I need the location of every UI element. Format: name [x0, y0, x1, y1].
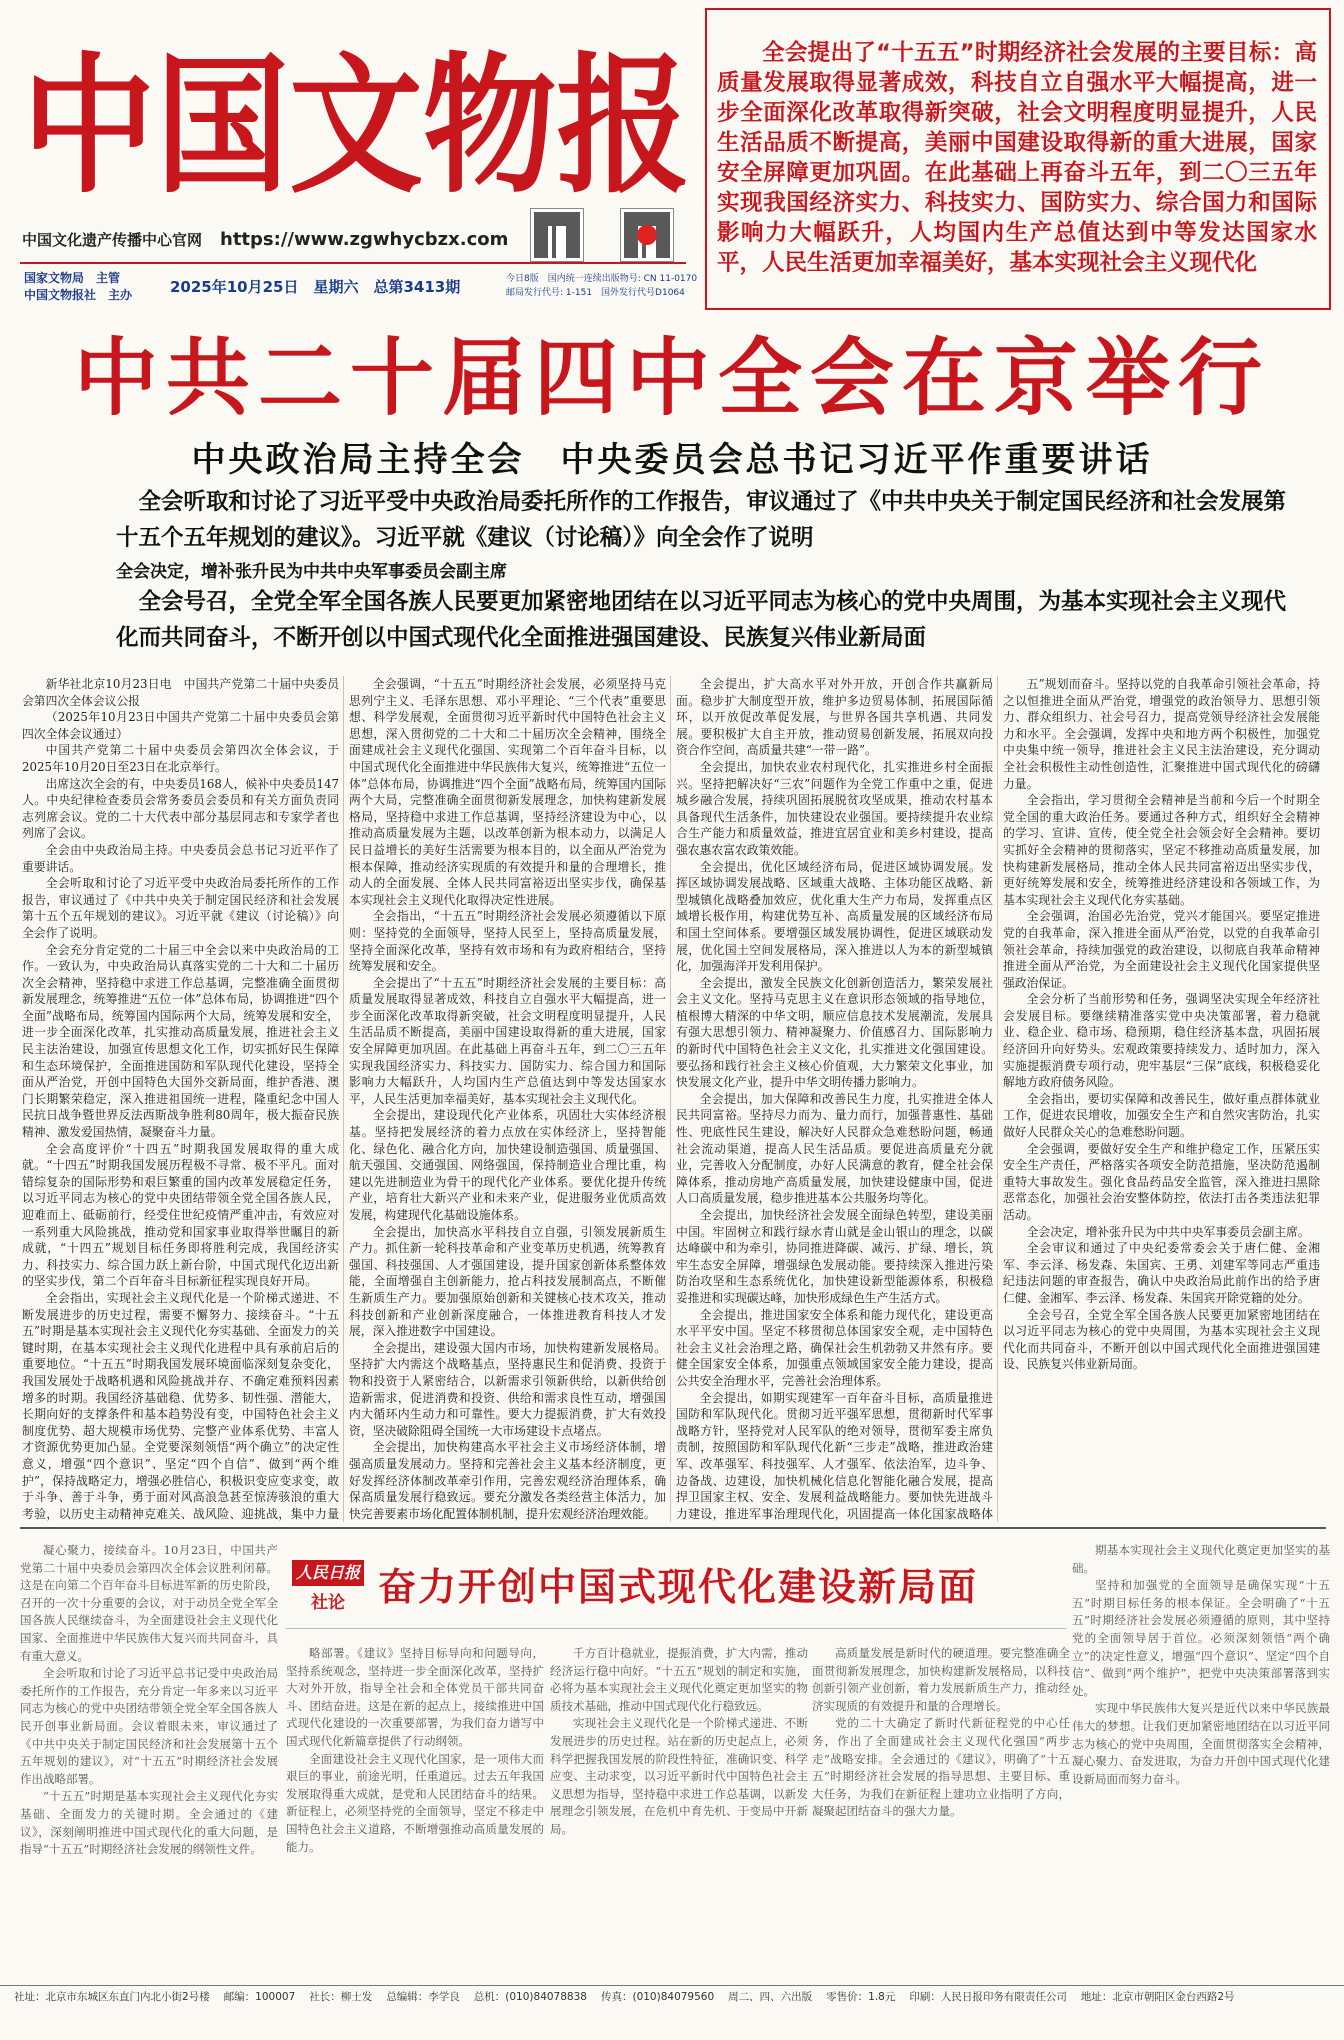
column-divider [343, 676, 344, 1522]
qr-codes [520, 206, 690, 262]
editorial-column [812, 1645, 1070, 1980]
paragraph: 全会充分肯定党的二十届三中全会以来中央政治局的工作。一致认为，中央政治局认真落实党的二十大和二十届历次全会精神，坚持稳中求进工作总基调，完整准确全面贯彻新发展理念，统筹推进“五位一体”总体布局，协调推进“四个全面”战略布局，统筹国内国际两个大局，统筹发展和安全，进一步全面深化改革，扎实推动高质量发展，推进社会主义民主法治建设，加强宣传思想文化工作，切实抓好民生保障和生态环境保护，全面推进国防和军队现代化建设，坚持全面从严治党，开创中国特色大国外交新局面，维护香港、澳门长期繁荣稳定，深入推进祖国统一进程，隆重纪念中国人民抗日战争暨世界反法西斯战争胜利80周年，极大振奋民族精神、激发爱国热情，凝聚奋斗力量。 [22, 942, 339, 1140]
site-label: 中国文化遗产传播中心官网 [22, 231, 203, 249]
paragraph: 中国共产党第二十届中央委员会第四次全体会议，于2025年10月20日至23日在北京举行。 [22, 743, 339, 774]
paragraph: 全会听取和讨论了习近平总书记受中央政治局委托所作的工作报告，充分肯定一年多来以习近平同志为核心的党中央团结带领全党全军全国各族人民开创事业新局面。会议着眼未来，审议通过了《中共中央关于制定国民经济和社会发展第十五个五年规划的建议》，对“十五五”时期经济社会发展作出战略部署。 [20, 1666, 278, 1786]
paragraph: 略部署。《建议》坚持目标导向和问题导向，坚持系统观念，坚持进一步全面深化改革，坚持扩大对外开放，指导全社会和全体党员干部共同奋斗、团结奋进。这是在新的起点上，接续推进中国式现代化建设的一次重要部署，为我们奋力谱写中国式现代化新篇章提供了行动纲领。 [286, 1646, 544, 1748]
paragraph: 全会号召，全党全军全国各族人民要更加紧密地团结在以习近平同志为核心的党中央周围，为基本实现社会主义现代化而共同奋斗，不断开创以中国式现代化全面推进强国建设、民族复兴伟业新局面。 [1003, 1307, 1320, 1372]
footer-item: 总编辑：李学良 [386, 1991, 460, 2003]
deck-call: 全会号召，全党全军全国各族人民要更加紧密地团结在以习近平同志为核心的党中央周围，为基本实现社会主义现代化而共同奋斗，不断开创以中国式现代化全面推进强国建设、民族复兴伟业新局面 [116, 589, 1287, 651]
paragraph: 全会提出，加大保障和改善民生力度，扎实推进全体人民共同富裕。坚持尽力而为、量力而行，加强普惠性、基础性、兜底性民生建设，解决好人民群众急难愁盼问题，畅通社会流动渠道，提高人民生活品质。要促进高质量充分就业，完善收入分配制度，办好人民满意的教育，健全社会保障体系，推动房地产高质量发展，加快建设健康中国，促进人口高质量发展，稳步推进基本公共服务均等化。 [676, 1091, 993, 1206]
footer-item: 邮编：100007 [223, 1991, 296, 2003]
editorial-badge [286, 1556, 370, 1618]
subheadline [0, 432, 1344, 481]
qr-code-icon[interactable] [530, 208, 584, 262]
footer-item: 社址：北京市东城区东直门内北小街2号楼 [14, 1991, 210, 2003]
editorial-badge-label: 社论 [311, 1593, 345, 1613]
editorial-badge-source: 人民日报 [292, 1560, 364, 1586]
article-column [22, 676, 339, 1522]
editorial-title-rule [286, 1628, 1066, 1629]
subheadline-part: 中央委员会总书记习近平作重要讲话 [560, 440, 1153, 480]
paragraph: 全面建设社会主义现代化国家，是一项伟大而艰巨的事业，前途光明，任重道远。过去五年我国发展取得重大成就，是党和人民团结奋斗的结果。新征程上，必须坚持党的全面领导，坚定不移走中国特色社会主义道路，不断增强推动高质量发展的能力。 [286, 1751, 544, 1854]
paragraph: 全会指出，要切实保障和改善民生，做好重点群体就业工作，促进农民增收，加强安全生产和自然灾害防治，扎实做好人民群众关心的急难愁盼问题。 [1003, 1091, 1320, 1140]
newspaper-logo [18, 8, 698, 204]
newspaper-logo-text: 中国文物报 [22, 38, 690, 204]
paragraph: 全会强调，“十五五”时期经济社会发展，必须坚持马克思列宁主义、毛泽东思想、邓小平理论、“三个代表”重要思想、科学发展观，全面贯彻习近平新时代中国特色社会主义思想，深入贯彻党的二十大和二十届历次全会精神，围绕全面建成社会主义现代化强国、实现第二个百年奋斗目标，以中国式现代化全面推进中华民族伟大复兴，统筹推进“五位一体”总体布局，协调推进“四个全面”战略布局，统筹国内国际两个大局，完整准确全面贯彻新发展理念，加快构建新发展格局，坚持稳中求进工作总基调，坚持经济建设为中心，以推动高质量发展为主题，以改革创新为根本动力，以满足人民日益增长的美好生活需要为根本目的，以全面从严治党为根本保障，推动经济实现质的有效提升和量的合理增长，推动人的全面发展、全体人民共同富裕迈出坚实步伐，确保基本实现社会主义现代化取得决定性进展。 [349, 677, 666, 907]
footer-item: 社长：柳士发 [309, 1991, 373, 2003]
paragraph: 期基本实现社会主义现代化奠定更加坚实的基础。 [1072, 1543, 1330, 1575]
paragraph: 全会高度评价“十四五”时期我国发展取得的重大成就。“十四五”时期我国发展历程极不寻常、极不平凡。面对错综复杂的国际形势和艰巨繁重的国内改革发展稳定任务，以习近平同志为核心的党中央团结带领全党全国各族人民，迎难而上、砥砺前行，经受住世纪疫情严重冲击，有效应对一系列重大风险挑战，推动党和国家事业取得举世瞩目的新成就，“十四五”规划目标任务即将胜利完成，我国经济实力、科技实力、综合国力跃上新台阶，中国式现代化迈出新的坚实步伐，第二个百年奋斗目标新征程实现良好开局。 [22, 1141, 339, 1289]
issue-code-line: 邮局发行代号: 1-151 国外发行代号D1064 [506, 288, 685, 298]
paragraph: 全会由中央政治局主持。中央委员会总书记习近平作了重要讲话。 [22, 842, 339, 874]
paragraph: （2025年10月23日中国共产党第二十届中央委员会第四次全体会议通过） [22, 710, 339, 741]
paragraph: 全会听取和讨论了习近平受中央政治局委托所作的工作报告，审议通过了《中共中央关于制定国民经济和社会发展第十五个五年规划的建议》。习近平就《建议（讨论稿）》向全会作了说明。 [22, 876, 339, 940]
issue-date: 2025年10月25日 星期六 总第3413期 [170, 278, 461, 296]
paragraph: 新华社北京10月23日电 中国共产党第二十届中央委员会第四次全体会议公报 [22, 677, 339, 708]
editorial-column [550, 1645, 808, 1980]
sponsor-line: 国家文物局 主管 [24, 271, 121, 285]
site-url[interactable]: https://www.zgwhycbzx.com [220, 229, 509, 250]
paragraph: 凝心聚力，接续奋斗。10月23日，中国共产党第二十届中央委员会第四次全体会议胜利闭幕。这是在向第二个百年奋斗目标进军新的历史阶段，召开的一次十分重要的会议，对于动员全党全军全国各族人民继续奋斗，为全面建设社会主义现代化国家、全面推进中华民族伟大复兴而共同奋斗，具有重大意义。 [20, 1543, 278, 1663]
summary-box [705, 8, 1331, 310]
paragraph: 实现中华民族伟大复兴是近代以来中华民族最伟大的梦想。让我们更加紧密地团结在以习近平同志为核心的党中央周围，全面贯彻落实全会精神，凝心聚力、奋发进取，为奋力开创中国式现代化建设新局面而努力奋斗。 [1072, 1701, 1330, 1786]
footer-item: 传真：(010)84079560 [600, 1991, 715, 2003]
paragraph: 全会提出，加快构建高水平社会主义市场经济体制，增强高质量发展动力。坚持和完善社会主义基本经济制度，更好发挥经济体制改革牵引作用，完善宏观经济治理体系，确保高质量发展行稳致远。要充分激发各类经营主体活力，加快完善要素市场化配置体制机制，提升宏观经济治理效能。 [349, 1440, 666, 1521]
editorial-column [286, 1645, 544, 1980]
paragraph: 出席这次全会的有，中央委员168人，候补中央委员147人。中央纪律检查委员会常务委员会委员和有关方面负责同志列席会议。党的二十大代表中部分基层同志和专家学者也列席了会议。 [22, 776, 339, 841]
paragraph: 千方百计稳就业，提振消费，扩大内需，推动经济运行稳中向好。“十五五”规划的制定和实施，必将为基本实现社会主义现代化奠定更加坚实的物质技术基础，推动中国式现代化行稳致远。 [550, 1646, 808, 1713]
article-column [349, 676, 666, 1522]
editorial-column [20, 1542, 278, 1980]
paragraph: 党的二十大确定了新时代新征程党的中心任务，作出了全面建成社会主义现代化强国“两步走”战略安排。全会通过的《建议》，明确了“十五五”时期经济社会发展的指导思想、主要目标、重大任务，为我们在新征程上建功立业指明了方向，凝聚起团结奋斗的强大力量。 [812, 1716, 1070, 1819]
publication-info-row [20, 270, 698, 310]
paragraph: 全会提出，推进国家安全体系和能力现代化，建设更高水平平安中国。坚定不移贯彻总体国家安全观，走中国特色社会主义社会治理之路，确保社会生机勃勃又井然有序。要健全国家安全体系，加强重点领域国家安全能力建设，提高公共安全治理水平，完善社会治理体系。 [676, 1307, 993, 1388]
paragraph: 全会提出，激发全民族文化创新创造活力，繁荣发展社会主义文化。坚持马克思主义在意识形态领域的指导地位，植根博大精深的中华文明，顺应信息技术发展潮流，发展具有强大思想引领力、精神凝聚力、价值感召力、国际影响力的新时代中国特色社会主义文化，扎实推进文化强国建设。要弘扬和践行社会主义核心价值观，大力繁荣文化事业，加快发展文化产业，提升中华文明传播力影响力。 [676, 975, 993, 1090]
footer-imprint [0, 1985, 1344, 2010]
paragraph: 全会强调，治国必先治党，党兴才能国兴。要坚定推进党的自我革命，深入推进全面从严治党，以党的自我革命引领社会革命，持续加强党的政治建设，以彻底自我革命精神推进全面从严治党，为全面建设社会主义现代化国家提供坚强政治保证。 [1003, 909, 1320, 990]
paragraph: 实现社会主义现代化是一个阶梯式递进、不断发展进步的历史过程。站在新的历史起点上，必须科学把握我国发展的阶段性特征，准确识变、科学应变、主动求变，以习近平新时代中国特色社会主义思想为指导，坚持稳中求进工作总基调，以新发展理念引领发展，在危机中育先机、于变局中开新局。 [550, 1716, 808, 1836]
sponsor-info [24, 270, 132, 304]
footer-item: 周二、四、六出版 [728, 1991, 813, 2003]
paragraph: 高质量发展是新时代的硬道理。要完整准确全面贯彻新发展理念，加快构建新发展格局，以科技创新引领产业创新，着力发展新质生产力，推动经济实现质的有效提升和量的合理增长。 [812, 1646, 1070, 1713]
masthead-rule [20, 262, 686, 264]
paragraph: 全会指出，学习贯彻全会精神是当前和今后一个时期全党全国的重大政治任务。要通过各种方式，组织好全会精神的学习、宣讲、宣传，使全党全社会领会好全会精神。要切实抓好全会精神的贯彻落实，坚定不移推动高质量发展，加快构建新发展格局，推动全体人民共同富裕迈出坚实步伐，更好统筹发展和安全，统筹推进经济建设和各领域工作，为基本实现社会主义现代化夯实基础。 [1003, 793, 1320, 907]
issue-code-line: 今日8版 国内统一连续出版物号: CN 11-0170 [506, 274, 698, 284]
column-divider [670, 676, 671, 1522]
editorial-column [1072, 1542, 1330, 1980]
article-column [1003, 676, 1320, 1522]
paragraph: 全会分析了当前形势和任务，强调坚决实现全年经济社会发展目标。要继续精准落实党中央决策部署，着力稳就业、稳企业、稳市场、稳预期，稳住经济基本盘，巩固拓展经济回升向好势头。宏观政策要持续发力、适时加力，深入实施提振消费专项行动，兜牢基层“三保”底线，积极稳妥化解地方政府债务风险。 [1003, 992, 1320, 1090]
site-line [22, 229, 508, 250]
footer-item: 总机：(010)84078838 [473, 1991, 587, 2003]
issue-codes [506, 272, 697, 300]
paragraph: 全会提出，加快经济社会发展全面绿色转型，建设美丽中国。牢固树立和践行绿水青山就是金山银山的理念，以碳达峰碳中和为牵引，协同推进降碳、减污、扩绿、增长，筑牢生态安全屏障，增强绿色发展动能。要持续深入推进污染防治攻坚和生态系统优化，加快建设新型能源体系，积极稳妥推进和实现碳达峰，加快形成绿色生产生活方式。 [676, 1208, 993, 1305]
deck-summary: 全会听取和讨论了习近平受中央政治局委托所作的工作报告，审议通过了《中共中央关于制定国民经济和社会发展第十五个五年规划的建议》。习近平就《建议（讨论稿）》向全会作了说明 [116, 489, 1287, 551]
paragraph: 全会提出，扩大高水平对外开放，开创合作共赢新局面。稳步扩大制度型开放，维护多边贸易体制，拓展国际循环，以开放促改革促发展，与世界各国共享机遇、共同发展。要积极扩大自主开放，推动贸易创新发展，拓展双向投资合作空间，高质量共建“一带一路”。 [676, 677, 993, 758]
footer-item: 零售价：1.8元 [826, 1991, 896, 2003]
paragraph: 全会提出，如期实现建军一百年奋斗目标，高质量推进国防和军队现代化。贯彻习近平强军思想，贯彻新时代军事战略方针，坚持党对人民军队的绝对领导，贯彻军委主席负责制，按照国防和军队现代化新“三步走”战略，推进政治建军、改革强军、科技强军、人才强军、依法治军，边斗争、边备战、边建设，加快机械化信息化智能化融合发展，提高捍卫国家主权、安全、发展利益战略能力。要加快先进战斗力建设，推进军事治理现代化，巩固提高一体化国家战略体 [676, 1390, 993, 1521]
section-divider [20, 1527, 1326, 1529]
sponsor-line: 中国文物报社 主办 [24, 288, 133, 302]
paragraph: “十五五”时期是基本实现社会主义现代化夯实基础、全面发力的关键时期。全会通过的《建议》，深刻阐明推进中国式现代化的重大问题，是指导“十五五”时期经济社会发展的纲领性文件。 [20, 1789, 278, 1857]
article-column [676, 676, 993, 1522]
paragraph: 全会提出，建设现代化产业体系，巩固壮大实体经济根基。坚持把发展经济的着力点放在实体经济上，坚持智能化、绿色化、融合化方向，加快建设制造强国、质量强国、航天强国、交通强国、网络强国，保持制造业合理比重，构建以先进制造业为骨干的现代化产业体系。要优化提升传统产业，培育壮大新兴产业和未来产业，促进服务业优质高效发展，构建现代化基础设施体系。 [349, 1108, 666, 1222]
subheadline-part: 中央政治局主持全会 [191, 440, 525, 480]
paragraph: 全会提出，加快高水平科技自立自强，引领发展新质生产力。抓住新一轮科技革命和产业变革历史机遇，统筹教育强国、科技强国、人才强国建设，提升国家创新体系整体效能，全面增强自主创新能力，抢占科技发展制高点，不断催生新质生产力。要加强原始创新和关键核心技术攻关，推动科技创新和产业创新深度融合，一体推进教育科技人才发展，深入推进数字中国建设。 [349, 1224, 666, 1339]
paragraph: 全会决定，增补张升民为中共中央军事委员会副主席。 [1026, 1224, 1310, 1239]
paragraph: 全会指出，“十五五”时期经济社会发展必须遵循以下原则：坚持党的全面领导，坚持人民至上，坚持高质量发展，坚持全面深化改革，坚持有效市场和有为政府相结合，坚持统筹发展和安全。 [349, 909, 666, 974]
summary-text: 全会提出了“十五五”时期经济社会发展的主要目标：高质量发展取得显著成效，科技自立自强水平大幅提高，进一步全面深化改革取得新突破，社会文明程度明显提升，人民生活品质不断提高，美丽中国建设取得新的重大进展，国家安全屏障更加巩固。在此基础上再奋斗五年，到二〇三五年实现我国经济实力、科技实力、国防实力、综合国力和国际影响力大幅跃升，人均国内生产总值达到中等发达国家水平，人民生活更加幸福美好，基本实现社会主义现代化 [717, 40, 1317, 276]
paragraph: 全会提出了“十五五”时期经济社会发展的主要目标：高质量发展取得显著成效，科技自立自强水平大幅提高，进一步全面深化改革取得新突破，社会文明程度明显提升，人民生活品质不断提高，美丽中国建设取得新的重大进展，国家安全屏障更加巩固。在此基础上再奋斗五年，到二〇三五年实现我国经济实力、科技实力、国防实力、综合国力和国际影响力大幅跃升，人均国内生产总值达到中等发达国家水平，人民生活更加幸福美好，基本实现社会主义现代化。 [349, 975, 666, 1106]
deck-decision: 全会决定，增补张升民为中共中央军事委员会副主席 [116, 562, 507, 582]
paragraph: 五”规划而奋斗。坚持以党的自我革命引领社会革命，持之以恒推进全面从严治党，增强党的政治领导力、思想引领力、群众组织力、社会号召力，提高党领导经济社会发展能力和水平。全会强调，发挥中央和地方两个积极性，加强党中央集中统一领导，推进社会主义民主法治建设，充分调动全社会积极性主动性创造性，汇聚推进中国式现代化的磅礴力量。 [1003, 677, 1320, 791]
paragraph: 全会审议和通过了中央纪委常委会关于唐仁健、金湘军、李云泽、杨发森、朱国宾、王勇、刘建军等同志严重违纪违法问题的审查报告，确认中央政治局此前作出的给予唐仁健、金湘军、李云泽、杨发森、朱国宾开除党籍的处分。 [1003, 1241, 1320, 1305]
column-divider [997, 676, 998, 1522]
footer-item: 地址：北京市朝阳区金台西路2号 [1080, 1991, 1235, 2003]
editorial-title: 奋力开创中国式现代化建设新局面 [378, 1565, 979, 1609]
paragraph: 坚持和加强党的全面领导是确保实现“十五五”时期目标任务的根本保证。全会明确了“十五五”时期经济社会发展必须遵循的原则，其中坚持党的全面领导居于首位。必须深刻领悟“两个确立”的决定性意义，增强“四个意识”、坚定“四个自信”、做到“两个维护”，把党中央决策部署落到实处。 [1072, 1578, 1330, 1698]
paragraph: 全会提出，建设强大国内市场，加快构建新发展格局。坚持扩大内需这个战略基点，坚持惠民生和促消费、投资于物和投资于人紧密结合，以新需求引领新供给，以新供给创造新需求，促进消费和投资、供给和需求良性互动，增强国内大循环内生动力和可靠性。要大力提振消费，扩大有效投资，坚决破除阻碍全国统一大市场建设卡点堵点。 [349, 1340, 666, 1438]
paragraph: 全会提出，加快农业农村现代化，扎实推进乡村全面振兴。坚持把解决好“三农”问题作为全党工作重中之重，促进城乡融合发展，持续巩固拓展脱贫攻坚成果，推动农村基本具备现代生活条件，加快建设农业强国。要持续提升农业综合生产能力和质量效益，推进宜居宜业和美乡村建设，提高强农惠农富农政策效能。 [676, 759, 993, 857]
qr-code-mini-program-icon[interactable] [620, 208, 674, 262]
paragraph: 全会指出，实现社会主义现代化是一个阶梯式递进、不断发展进步的历史过程，需要不懈努力、接续奋斗。“十五五”时期是基本实现社会主义现代化夯实基础、全面发力的关键时期，在基本实现社会主义现代化进程中具有承前启后的重要地位。“十五五”时期我国发展环境面临深刻复杂变化，我国发展处于战略机遇和风险挑战并存、不确定难预料因素增多的时期。我国经济基础稳、优势多、韧性强、潜能大，长期向好的支撑条件和基本趋势没有变，中国特色社会主义制度优势、超大规模市场优势、完整产业体系优势、丰富人才资源优势更加凸显。全党要深刻领悟“两个确立”的决定性意义，增强“四个意识”、坚定“四个自信”、做到“两个维护”，保持战略定力，增强必胜信心，积极识变应变求变，敢于斗争、善于斗争，勇于面对风高浪急甚至惊涛骇浪的重大考验，以历史主动精神克难关、战风险、迎挑战，集中力量 [22, 1290, 339, 1521]
main-headline: 中共二十届四中全会在京举行 [73, 329, 1270, 427]
paragraph: 全会提出，优化区域经济布局，促进区域协调发展。发挥区域协调发展战略、区域重大战略、主体功能区战略、新型城镇化战略叠加效应，优化重大生产力布局，发挥重点区域增长极作用，构建优势互补、高质量发展的区域经济布局和国土空间体系。要增强区域发展协调性，促进区域联动发展，优化国土空间发展格局，深入推进以人为本的新型城镇化，加强海洋开发利用保护。 [676, 859, 993, 974]
paragraph: 全会强调，要做好安全生产和维护稳定工作，压紧压实安全生产责任，严格落实各项安全防范措施，坚决防范遏制重特大事故发生。强化食品药品安全监管，深入推进扫黑除恶常态化，加强社会治安整体防控，依法打击各类违法犯罪活动。 [1003, 1141, 1320, 1222]
footer-item: 印刷：人民日报印务有限责任公司 [909, 1991, 1067, 2003]
